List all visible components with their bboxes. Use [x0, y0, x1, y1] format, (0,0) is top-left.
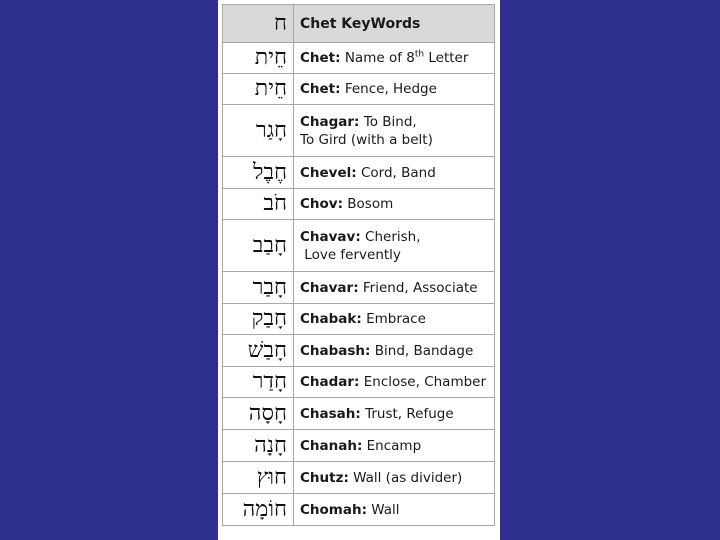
table-row — [223, 494, 495, 526]
hebrew-word: חָבַב — [223, 220, 294, 272]
hebrew-word: חָגַר — [223, 105, 294, 157]
keyword-meaning-cont: Letter — [424, 50, 469, 66]
hebrew-word: חָסָה — [223, 398, 294, 430]
hebrew-word: חֹב — [223, 189, 294, 220]
keyword-meaning: Wall (as divider) — [348, 469, 463, 486]
keyword-term: Chutz: — [300, 469, 349, 486]
table-row — [223, 430, 495, 462]
hebrew-word: חָנָה — [223, 430, 294, 462]
table-row — [223, 304, 495, 335]
keyword-meaning: Embrace — [361, 311, 426, 327]
table-row — [223, 367, 495, 398]
table-row — [223, 272, 495, 304]
keyword-term: Chov: — [300, 196, 343, 212]
table-row — [223, 398, 495, 430]
definition-cell — [294, 220, 495, 272]
keyword-meaning: Bosom — [343, 196, 394, 212]
definition-cell — [294, 398, 495, 430]
definition-cell — [294, 462, 495, 494]
keyword-term: Chasah: — [300, 405, 361, 422]
keyword-meaning: Friend, Associate — [358, 279, 478, 296]
table-row — [223, 189, 495, 220]
header-letter: ח — [223, 5, 294, 43]
keyword-meaning: Encamp — [362, 437, 422, 454]
hebrew-word: חָבַשׁ — [223, 335, 294, 367]
keyword-term: Chavav: — [300, 228, 361, 245]
definition-cell — [294, 304, 495, 335]
hebrew-word: חֵית — [223, 74, 294, 105]
keyword-meaning: Wall — [366, 501, 400, 518]
keyword-term: Chabash: — [300, 342, 371, 359]
hebrew-word: חָבַק — [223, 304, 294, 335]
keyword-term: Chet: — [300, 81, 341, 97]
table-row — [223, 43, 495, 74]
definition-cell — [294, 335, 495, 367]
keyword-term: Chagar: — [300, 113, 360, 130]
definition-cell — [294, 272, 495, 304]
definition-cell — [294, 430, 495, 462]
table-row — [223, 335, 495, 367]
keyword-meaning: Enclose, Chamber — [359, 374, 487, 390]
keyword-meaning: Name of 8 — [340, 50, 415, 66]
keyword-term: Chevel: — [300, 164, 357, 181]
hebrew-word: חוּץ — [223, 462, 294, 494]
keyword-term: Chabak: — [300, 311, 362, 327]
keyword-term: Chomah: — [300, 501, 367, 518]
keywords-panel — [218, 0, 500, 540]
hebrew-word: חֶבֶל — [223, 157, 294, 189]
table-header-row — [223, 5, 495, 43]
definition-cell — [294, 189, 495, 220]
definition-cell — [294, 105, 495, 157]
keyword-meaning: Trust, Refuge — [360, 405, 454, 422]
keyword-term: Chavar: — [300, 279, 359, 296]
hebrew-word: חוֹמָה — [223, 494, 294, 526]
definition-cell — [294, 494, 495, 526]
table-row — [223, 220, 495, 272]
keyword-term: Chet: — [300, 50, 341, 66]
ordinal-suffix: th — [414, 49, 425, 60]
definition-cell — [294, 74, 495, 105]
header-title: Chet KeyWords — [294, 5, 495, 43]
hebrew-word: חָבַר — [223, 272, 294, 304]
keyword-meaning-line2: To Gird (with a belt) — [300, 131, 433, 148]
keyword-meaning: Cherish, — [360, 228, 421, 245]
keyword-term: Chadar: — [300, 374, 360, 390]
hebrew-word: חֵית — [223, 43, 294, 74]
keyword-meaning: Bind, Bandage — [370, 342, 474, 359]
table-row — [223, 157, 495, 189]
keyword-meaning: To Bind, — [359, 113, 417, 130]
table-row — [223, 105, 495, 157]
hebrew-word: חָדַר — [223, 367, 294, 398]
keyword-meaning-line2: Love fervently — [300, 246, 401, 263]
keyword-term: Chanah: — [300, 437, 363, 454]
definition-cell — [294, 367, 495, 398]
keyword-meaning: Cord, Band — [356, 164, 436, 181]
keyword-meaning: Fence, Hedge — [340, 81, 437, 97]
table-row — [223, 462, 495, 494]
definition-cell — [294, 157, 495, 189]
table-row — [223, 74, 495, 105]
definition-cell — [294, 43, 495, 74]
chet-keywords-table — [222, 4, 495, 526]
